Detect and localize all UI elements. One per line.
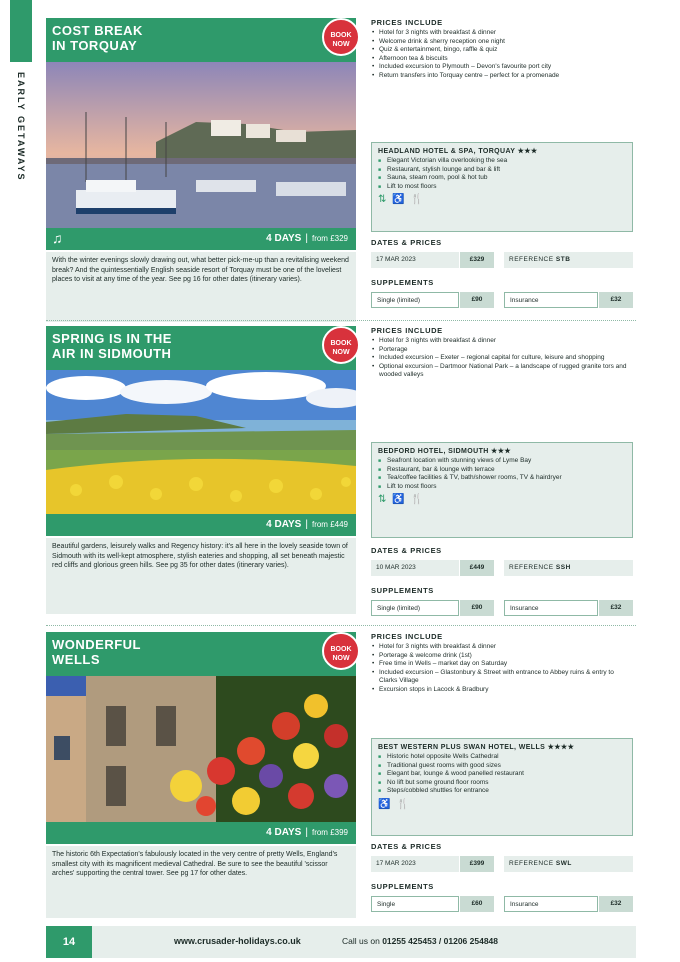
lift-icon: ⇅	[378, 194, 393, 205]
trip-photo-coast	[46, 370, 356, 514]
date-row	[371, 560, 633, 576]
book-now-badge[interactable]: BOOK NOW	[322, 632, 360, 670]
includes-list: • Hotel for 3 nights with breakfast & dinner • Welcome drink & sherry reception one night • Quiz & entertainment, bingo, raffle & quiz • Afternoon tea & biscuits • Included excursion to Plymouth – Devon's favourite port city • Return transfers into Torquay centre – perfect for a promenade	[371, 29, 633, 80]
accessible-icon: ♿	[392, 494, 411, 505]
supplement-insurance-label: Insurance	[504, 292, 598, 308]
duration-bar: 4 DAYS | from £449	[46, 514, 356, 536]
trip-description: Beautiful gardens, leisurely walks and Regency history: it's all here in the lovely seaside town of Sidmouth with its well-kept atmosphere, stylish eateries and shopping, all set beneath majestic red cliffs and glorious green hills. See pg 35 for other dates (itinerary varies).	[46, 538, 356, 614]
trip-title: SPRING IS IN THE AIR IN SIDMOUTH	[52, 331, 172, 361]
trip-title-box	[46, 18, 356, 62]
trip-from-price: from £399	[311, 828, 348, 837]
supplements-row	[371, 896, 633, 912]
hotel-name: BEDFORD HOTEL, SIDMOUTH ★★★	[378, 448, 512, 455]
trip-days: 4 DAYS	[266, 827, 302, 838]
includes-list: • Hotel for 3 nights with breakfast & dinner • Porterage • Included excursion – Exeter – regional capital for culture, leisure and shopping • Optional excursion – Dartmoor National Park – a landscape of rugged granite tors and wooded valleys	[371, 337, 633, 380]
trip-from-price: from £449	[311, 520, 348, 529]
trip-title: COST BREAK IN TORQUAY	[52, 23, 143, 53]
supplement-insurance-price: £32	[599, 896, 633, 912]
trip-title-box	[46, 632, 356, 676]
supplements-heading: SUPPLEMENTS	[371, 882, 434, 891]
section-divider	[46, 625, 636, 626]
trip-title: WONDERFUL WELLS	[52, 637, 141, 667]
hotel-box: BEST WESTERN PLUS SWAN HOTEL, WELLS ★★★★ ■ Historic hotel opposite Wells Cathedral ■ Traditional guest rooms with good sizes ■ Elegant bar, lounge & wood panelled restaurant ■ No lift but some ground floor rooms ■ Steps/cobbled shuttles for entrance ♿🍴	[371, 738, 633, 836]
date-row	[371, 252, 633, 268]
supplements-row	[371, 292, 633, 308]
trip-torquay	[46, 18, 636, 318]
hotel-box: BEDFORD HOTEL, SIDMOUTH ★★★ ■ Seafront location with stunning views of Lyme Bay ■ Restaurant, bar & lounge with terrace ■ Tea/coffee facilities & TV, bath/shower rooms, TV & hairdryer ■ Lift to most floors ⇅♿🍴	[371, 442, 633, 538]
reference-cell: REFERENCE SWL	[504, 856, 633, 872]
dates-heading: DATES & PRICES	[371, 238, 442, 247]
restaurant-icon: 🍴	[410, 494, 430, 505]
website-link[interactable]: www.crusader-holidays.co.uk	[174, 936, 301, 946]
facility-icons	[378, 194, 626, 205]
trip-days: 4 DAYS	[266, 233, 302, 244]
lift-icon: ⇅	[378, 494, 393, 505]
reference-cell: REFERENCE SSH	[504, 560, 633, 576]
hotel-name: HEADLAND HOTEL & SPA, TORQUAY ★★★	[378, 148, 538, 155]
price-cell: £449	[460, 560, 494, 576]
phone-contact: Call us on 01255 425453 / 01206 254848	[342, 936, 498, 946]
page-number: 14	[46, 926, 92, 958]
music-note-icon: ♫	[52, 230, 63, 246]
trip-from-price: from £329	[311, 234, 348, 243]
trip-description: The historic 6th Expectation's fabulously located in the very centre of pretty Wells, England's smallest city with its magnificent medieval Cathedral. Be sure to see the beautiful 'scissor arches' supporting the central tower. See pg 17 for other dates.	[46, 846, 356, 918]
trip-photo-harbour	[46, 62, 356, 228]
includes-list: • Hotel for 3 nights with breakfast & dinner • Porterage & welcome drink (1st) • Free time in Wells – market day on Saturday • Included excursion – Glastonbury & Street with entrance to Abbey ruins & entry to Clarks Village • Excursion stops in Lacock & Bradbury	[371, 643, 633, 694]
page-footer	[46, 926, 636, 958]
supplement-insurance-price: £32	[599, 600, 633, 616]
date-cell: 10 MAR 2023	[371, 560, 459, 576]
dates-heading: DATES & PRICES	[371, 546, 442, 555]
prices-include-heading: PRICES INCLUDE	[371, 632, 443, 641]
supplement-insurance-label: Insurance	[504, 600, 598, 616]
supplement-insurance-label: Insurance	[504, 896, 598, 912]
supplement-single-label: Single (limited)	[371, 292, 459, 308]
trip-title-box	[46, 326, 356, 370]
hotel-box: HEADLAND HOTEL & SPA, TORQUAY ★★★ ■ Elegant Victorian villa overlooking the sea ■ Restaurant, stylish lounge and bar & lift ■ Sauna, steam room, pool & hot tub ■ Lift to most floors ⇅♿🍴	[371, 142, 633, 232]
supplement-single-price: £90	[460, 600, 494, 616]
restaurant-icon: 🍴	[396, 798, 415, 810]
supplement-single-price: £60	[460, 896, 494, 912]
section-label: EARLY GETAWAYS	[16, 72, 26, 182]
supplement-single-label: Single (limited)	[371, 600, 459, 616]
supplement-insurance-price: £32	[599, 292, 633, 308]
price-cell: £399	[460, 856, 494, 872]
duration-bar: 4 DAYS | from £399	[46, 822, 356, 844]
side-tab-marker	[10, 0, 32, 62]
restaurant-icon: 🍴	[410, 194, 430, 205]
accessible-icon: ♿	[378, 798, 397, 810]
date-row	[371, 856, 633, 872]
book-now-badge[interactable]: BOOK NOW	[322, 326, 360, 364]
reference-cell: REFERENCE STB	[504, 252, 633, 268]
supplements-row	[371, 600, 633, 616]
facility-icons	[378, 799, 626, 810]
supplements-heading: SUPPLEMENTS	[371, 278, 434, 287]
trip-days: 4 DAYS	[266, 519, 302, 530]
supplement-single-price: £90	[460, 292, 494, 308]
trip-wells	[46, 632, 636, 922]
accessible-icon: ♿	[392, 194, 411, 205]
section-divider	[46, 320, 636, 321]
date-cell: 17 MAR 2023	[371, 856, 459, 872]
dates-heading: DATES & PRICES	[371, 842, 442, 851]
trip-description: With the winter evenings slowly drawing out, what better pick-me-up than a revitalising weekend break? And the quintessentially English seaside resort of Torquay must be one of the loveliest places to visit at any time of the year. See pg 16 for other dates (itinerary varies).	[46, 252, 356, 322]
supplements-heading: SUPPLEMENTS	[371, 586, 434, 595]
trip-photo-flowers	[46, 676, 356, 822]
supplement-single-label: Single	[371, 896, 459, 912]
duration-bar: ♫ 4 DAYS | from £329	[46, 228, 356, 250]
facility-icons	[378, 494, 626, 505]
price-cell: £329	[460, 252, 494, 268]
hotel-name: BEST WESTERN PLUS SWAN HOTEL, WELLS ★★★★	[378, 744, 575, 751]
date-cell: 17 MAR 2023	[371, 252, 459, 268]
prices-include-heading: PRICES INCLUDE	[371, 18, 443, 27]
trip-sidmouth	[46, 326, 636, 622]
book-now-badge[interactable]: BOOK NOW	[322, 18, 360, 56]
prices-include-heading: PRICES INCLUDE	[371, 326, 443, 335]
